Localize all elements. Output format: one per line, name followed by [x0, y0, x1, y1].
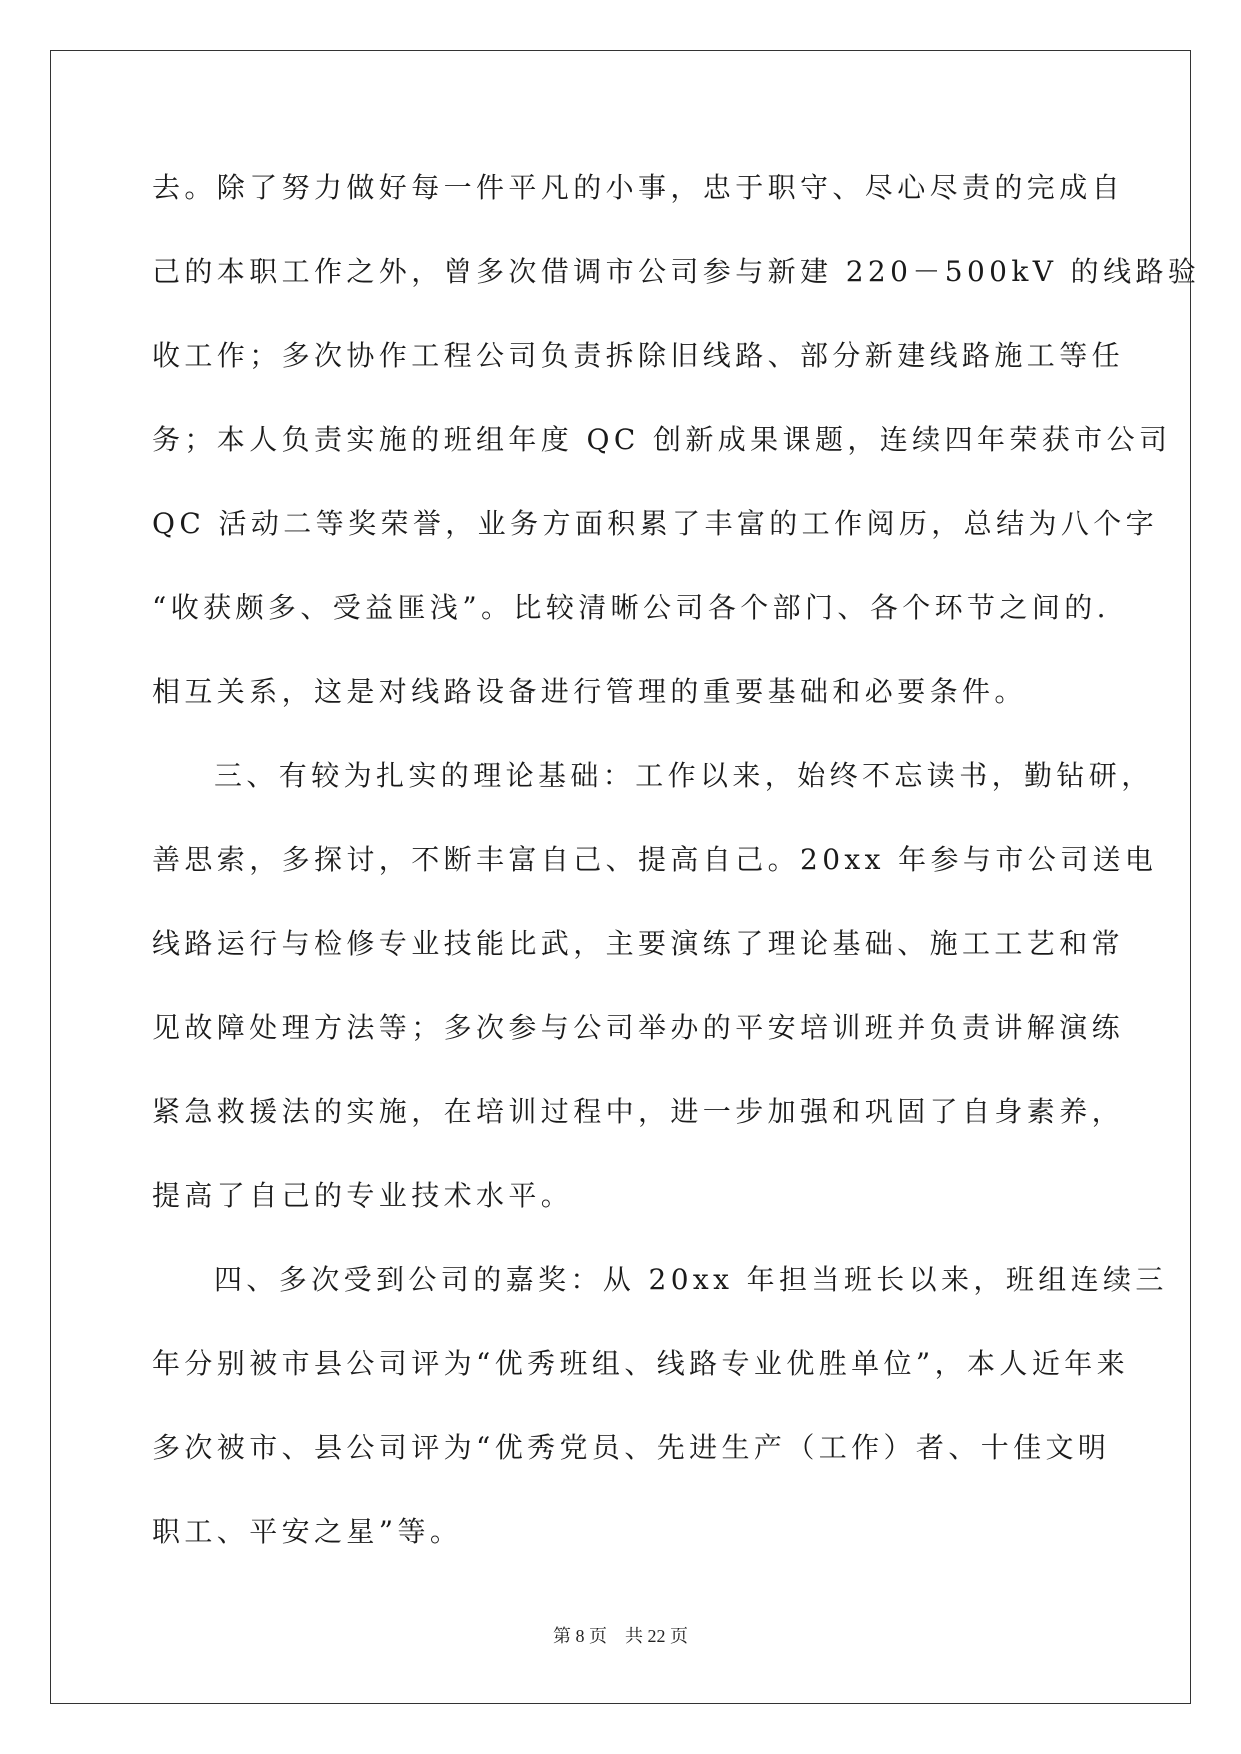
text-line: 职工、平安之星”等。 — [152, 1515, 463, 1548]
text-line: 紧急救援法的实施，在培训过程中，进一步加强和巩固了自身素养， — [152, 1095, 1125, 1128]
text-line: 相互关系，这是对线路设备进行管理的重要基础和必要条件。 — [152, 675, 1027, 708]
text-line: 年分别被市县公司评为“优秀班组、线路专业优胜单位”，本人近年来 — [152, 1347, 1130, 1380]
text-line: “收获颇多、受益匪浅”。比较清晰公司各个部门、各个环节之间的. — [152, 591, 1110, 624]
paragraph — [152, 1252, 1168, 1588]
paragraph — [152, 748, 1158, 1252]
text-line: 收工作；多次协作工程公司负责拆除旧线路、部分新建线路施工等任 — [152, 339, 1125, 372]
page-number: 第 8 页 — [553, 1626, 607, 1646]
page-footer — [0, 1622, 1241, 1648]
text-line: 己的本职工作之外，曾多次借调市公司参与新建 220－500kV 的线路验 — [152, 255, 1201, 288]
text-line: QC 活动二等奖荣誉，业务方面积累了丰富的工作阅历，总结为八个字 — [152, 507, 1159, 540]
text-line: 见故障处理方法等；多次参与公司举办的平安培训班并负责讲解演练 — [152, 1011, 1125, 1044]
text-line: 多次被市、县公司评为“优秀党员、先进生产（工作）者、十佳文明 — [152, 1431, 1111, 1464]
text-line: 三、有较为扎实的理论基础：工作以来，始终不忘读书，勤钻研， — [214, 759, 1154, 792]
text-line: 线路运行与检修专业技能比武，主要演练了理论基础、施工工艺和常 — [152, 927, 1125, 960]
text-line: 善思索，多探讨，不断丰富自己、提高自己。20xx 年参与市公司送电 — [152, 843, 1158, 876]
page-total: 共 22 页 — [625, 1626, 688, 1646]
paragraph — [152, 160, 1201, 748]
text-line: 四、多次受到公司的嘉奖：从 20xx 年担当班长以来，班组连续三 — [214, 1263, 1168, 1296]
text-line: 务；本人负责实施的班组年度 QC 创新成果课题，连续四年荣获市公司 — [152, 423, 1172, 456]
text-line: 去。除了努力做好每一件平凡的小事，忠于职守、尽心尽责的完成自 — [152, 171, 1125, 204]
text-line: 提高了自己的专业技术水平。 — [152, 1179, 574, 1212]
document-body — [152, 160, 1201, 1588]
